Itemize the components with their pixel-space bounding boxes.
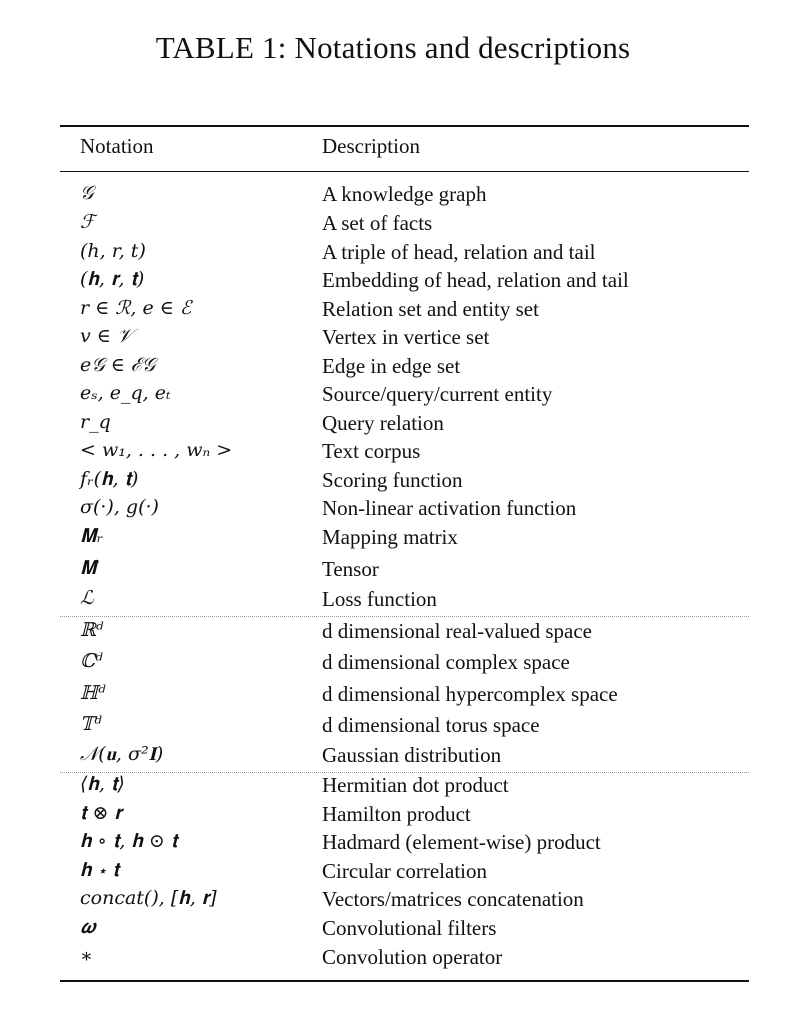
table-row <box>0 354 786 380</box>
column-header-description: Description <box>322 134 420 158</box>
description-cell: Hamilton product <box>322 802 471 826</box>
table-header-rule <box>60 171 749 172</box>
table-row <box>0 297 786 323</box>
notation-cell: σ(·), g(·) <box>80 496 159 518</box>
table-caption: TABLE 1: Notations and descriptions <box>155 30 631 65</box>
table-bottom-rule <box>60 980 749 982</box>
table-row <box>0 182 786 208</box>
notation-cell: e𝒢 ∈ ℰ𝒢 <box>80 354 156 376</box>
description-cell: Gaussian distribution <box>322 743 502 767</box>
description-cell: Vectors/matrices concatenation <box>322 887 584 911</box>
notation-cell: ℒ <box>80 587 94 609</box>
table-row <box>0 830 786 856</box>
notation-cell: concat(), [𝐡, 𝐫] <box>80 887 217 909</box>
description-cell: Scoring function <box>322 468 463 492</box>
notation-cell: 𝐡 ⋆ 𝐭 <box>80 859 119 881</box>
notation-cell: 𝒢 <box>80 182 94 204</box>
description-cell: d dimensional real-valued space <box>322 619 592 643</box>
description-cell: Hadmard (element-wise) product <box>322 830 601 854</box>
table-row <box>0 802 786 828</box>
table-row <box>0 859 786 885</box>
table-row <box>0 382 786 408</box>
table-row <box>0 557 786 583</box>
description-cell: Query relation <box>322 411 444 435</box>
description-cell: Convolution operator <box>322 945 503 969</box>
table-row <box>0 240 786 266</box>
description-cell: Non-linear activation function <box>322 496 577 520</box>
table-row <box>0 496 786 522</box>
notation-cell: ℂᵈ <box>80 650 103 672</box>
notation-cell: fᵣ(𝐡, 𝐭) <box>80 468 139 490</box>
description-cell: Mapping matrix <box>322 525 458 549</box>
description-cell: Hermitian dot product <box>322 773 509 797</box>
description-cell: A set of facts <box>322 211 433 235</box>
notation-cell: 𝒩(𝐮, σ²𝐈) <box>80 743 164 765</box>
description-cell: Text corpus <box>322 439 421 463</box>
table-row <box>0 587 786 613</box>
table-row <box>0 887 786 913</box>
description-cell: Loss function <box>322 587 437 611</box>
description-cell: Relation set and entity set <box>322 297 539 321</box>
notation-cell: 𝐡 ∘ 𝐭, 𝐡 ⊙ 𝐭 <box>80 830 178 852</box>
notation-cell: r_q <box>80 411 111 433</box>
table-row <box>0 650 786 676</box>
table-row <box>0 268 786 294</box>
description-cell: d dimensional complex space <box>322 650 570 674</box>
notation-cell: ⟨𝐡, 𝐭⟩ <box>80 773 125 795</box>
table-row <box>0 916 786 942</box>
notation-cell: ℝᵈ <box>80 619 104 641</box>
table-row <box>0 682 786 708</box>
notation-cell: r ∈ ℛ, e ∈ ℰ <box>80 297 192 319</box>
table-row <box>0 211 786 237</box>
notation-cell: (𝐡, 𝐫, 𝐭) <box>80 268 145 290</box>
description-cell: Tensor <box>322 557 379 581</box>
table-header-row <box>0 134 786 164</box>
description-cell: Source/query/current entity <box>322 382 553 406</box>
table-row <box>0 439 786 465</box>
table-row <box>0 525 786 551</box>
notation-cell: 𝐌̂ <box>80 557 97 579</box>
notation-cell: (h, r, t) <box>80 240 146 262</box>
description-cell: d dimensional hypercomplex space <box>322 682 618 706</box>
column-header-notation: Notation <box>80 134 154 158</box>
table-row <box>0 411 786 437</box>
description-cell: Circular correlation <box>322 859 488 883</box>
description-cell: Edge in edge set <box>322 354 461 378</box>
table-row <box>0 468 786 494</box>
description-cell: Vertex in vertice set <box>322 325 490 349</box>
notation-cell: < w₁, . . . , wₙ > <box>80 439 233 461</box>
table-row <box>0 945 786 971</box>
table-row <box>0 773 786 799</box>
notation-cell: 𝕋ᵈ <box>80 713 102 735</box>
description-cell: Embedding of head, relation and tail <box>322 268 629 292</box>
table-row <box>0 619 786 645</box>
notation-cell: 𝐌ᵣ <box>80 525 104 547</box>
description-cell: A triple of head, relation and tail <box>322 240 596 264</box>
table-top-rule <box>60 125 749 127</box>
notation-cell: v ∈ 𝒱 <box>80 325 133 347</box>
notation-cell: ℍᵈ <box>80 682 106 704</box>
notation-cell: eₛ, e_q, eₜ <box>80 382 171 404</box>
section-divider <box>60 616 749 617</box>
notation-cell: ℱ <box>80 211 95 233</box>
table-row <box>0 713 786 739</box>
notation-cell: ∗ <box>80 945 93 967</box>
notation-cell: 𝝎 <box>80 916 96 938</box>
notation-cell: 𝐭 ⊗ 𝐫 <box>80 802 122 824</box>
description-cell: A knowledge graph <box>322 182 487 206</box>
description-cell: Convolutional filters <box>322 916 497 940</box>
table-row <box>0 743 786 769</box>
description-cell: d dimensional torus space <box>322 713 540 737</box>
table-row <box>0 325 786 351</box>
